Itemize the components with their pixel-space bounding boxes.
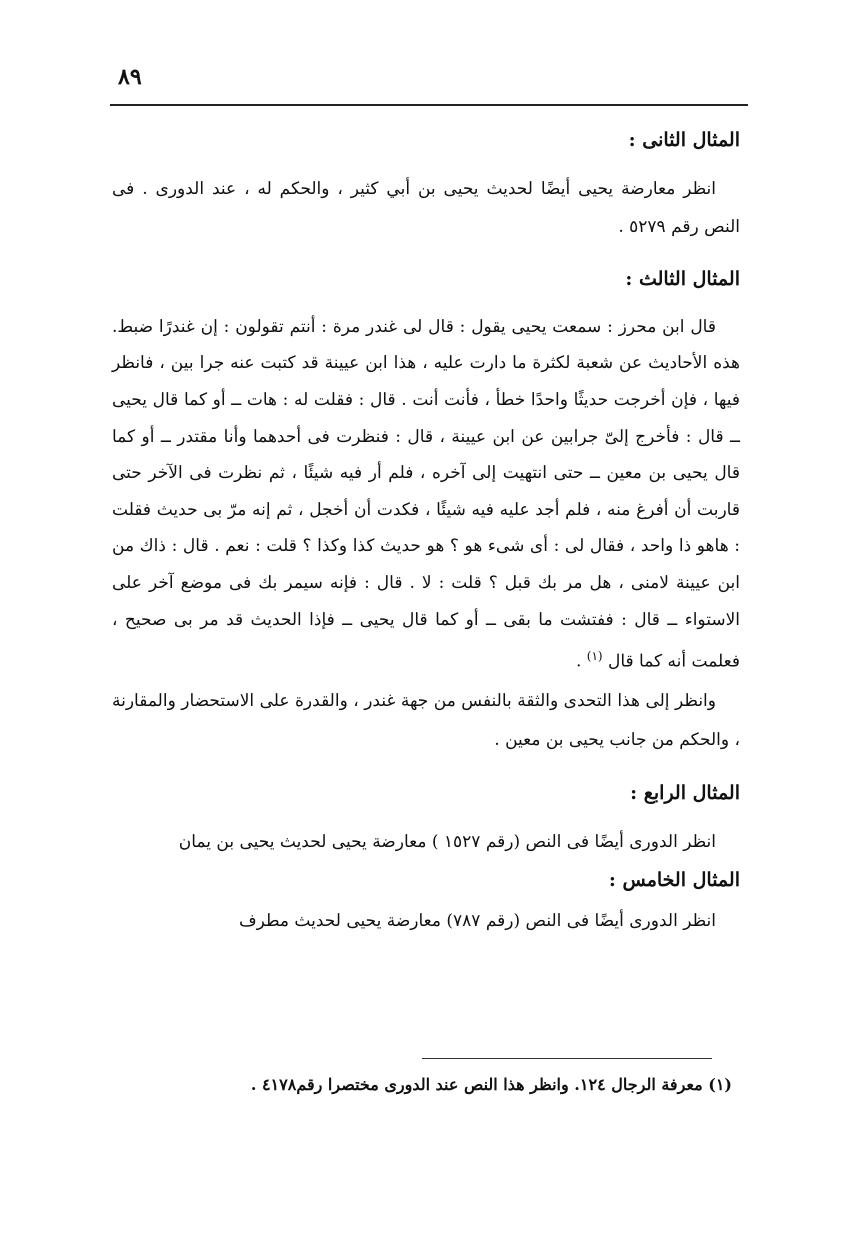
example-4-heading: المثال الرابع :: [630, 782, 740, 805]
example-3-text-block: [112, 309, 740, 681]
commentary-paragraph: وانظر إلى هذا التحدى والثقة بالنفس من جهة غندر ، والقدرة على الاستحضار والمقارنة ، والحكم من جانب يحيى بن معين .: [112, 691, 740, 750]
footnote-reference: (١): [586, 649, 603, 664]
footnote-rule: [422, 1058, 712, 1059]
example-2-text: انظر معارضة يحيى أيضًا لحديث يحيى بن أبي كثير ، والحكم له ، عند الدورى . فى النص رقم ٥٢٧٩ .: [112, 179, 740, 238]
example-3-text: قال ابن محرز : سمعت يحيى يقول : قال لى غندر مرة : أنتم تقولون : إن غندرًا ضبط. هذه الأحاديث عن شعبة لكثرة ما دارت عليه ، هذا ابن عيينة قد كتبت عنه جرا بين ، فانظر فيها ، فإن أخرجت حديثًا واحدًا خطأ ، فأنت أنت . قال : فقلت له : هات ــ أو كما قال يحيى ــ قال : فأخرج إلىّ جرابين عن ابن عيينة ، قال : فنظرت فى أحدهما وأنا مقتدر ــ أو كما قال يحيى بن معين ــ حتى انتهيت إلى آخره ، فلم أر فيه شيئًا ، ثم نظرت فى الآخر حتى قاربت أن أفرغ منه ، فلم أجد عليه فيه شيئًا ، فكدت أن أخجل ، ثم إنه مرّ بى حديث فقلت : هاهو ذا واحد ، فقال لى : أى شىء هو ؟ هو حديث كذا وكذا ؟ قلت : نعم . قال : ذاك من ابن عيينة لامنى ، هل مر بك قبل ؟ قلت : لا . قال : فإنه سيمر بك فى موضع آخر على الاستواء ــ قال : ففتشت ما بقى ــ أو كما قال يحيى ــ فإذا الحديث قد مر بى صحيح ، فعلمت أنه كما قال: [112, 316, 740, 672]
example-3-tail: .: [575, 651, 587, 672]
footnote: (١) معرفة الرجال ١٢٤. وانظر هذا النص عند الدورى مختصرا رقم٤١٧٨ .: [250, 1075, 732, 1094]
header-rule: [110, 104, 748, 106]
example-5-text: انظر الدورى أيضًا فى النص (رقم ٧٨٧) معارضة يحيى لحديث مطرف: [238, 910, 716, 931]
example-4-text: انظر الدورى أيضًا فى النص (رقم ١٥٢٧ ) معارضة يحيى لحديث يحيى بن يمان: [178, 832, 716, 853]
page-content: [112, 118, 740, 940]
example-5-heading: المثال الخامس :: [608, 868, 740, 891]
example-3-heading: المثال الثالث :: [625, 267, 740, 290]
page-number: ٨٩: [118, 64, 142, 90]
example-2-heading: المثال الثانى :: [628, 129, 740, 151]
